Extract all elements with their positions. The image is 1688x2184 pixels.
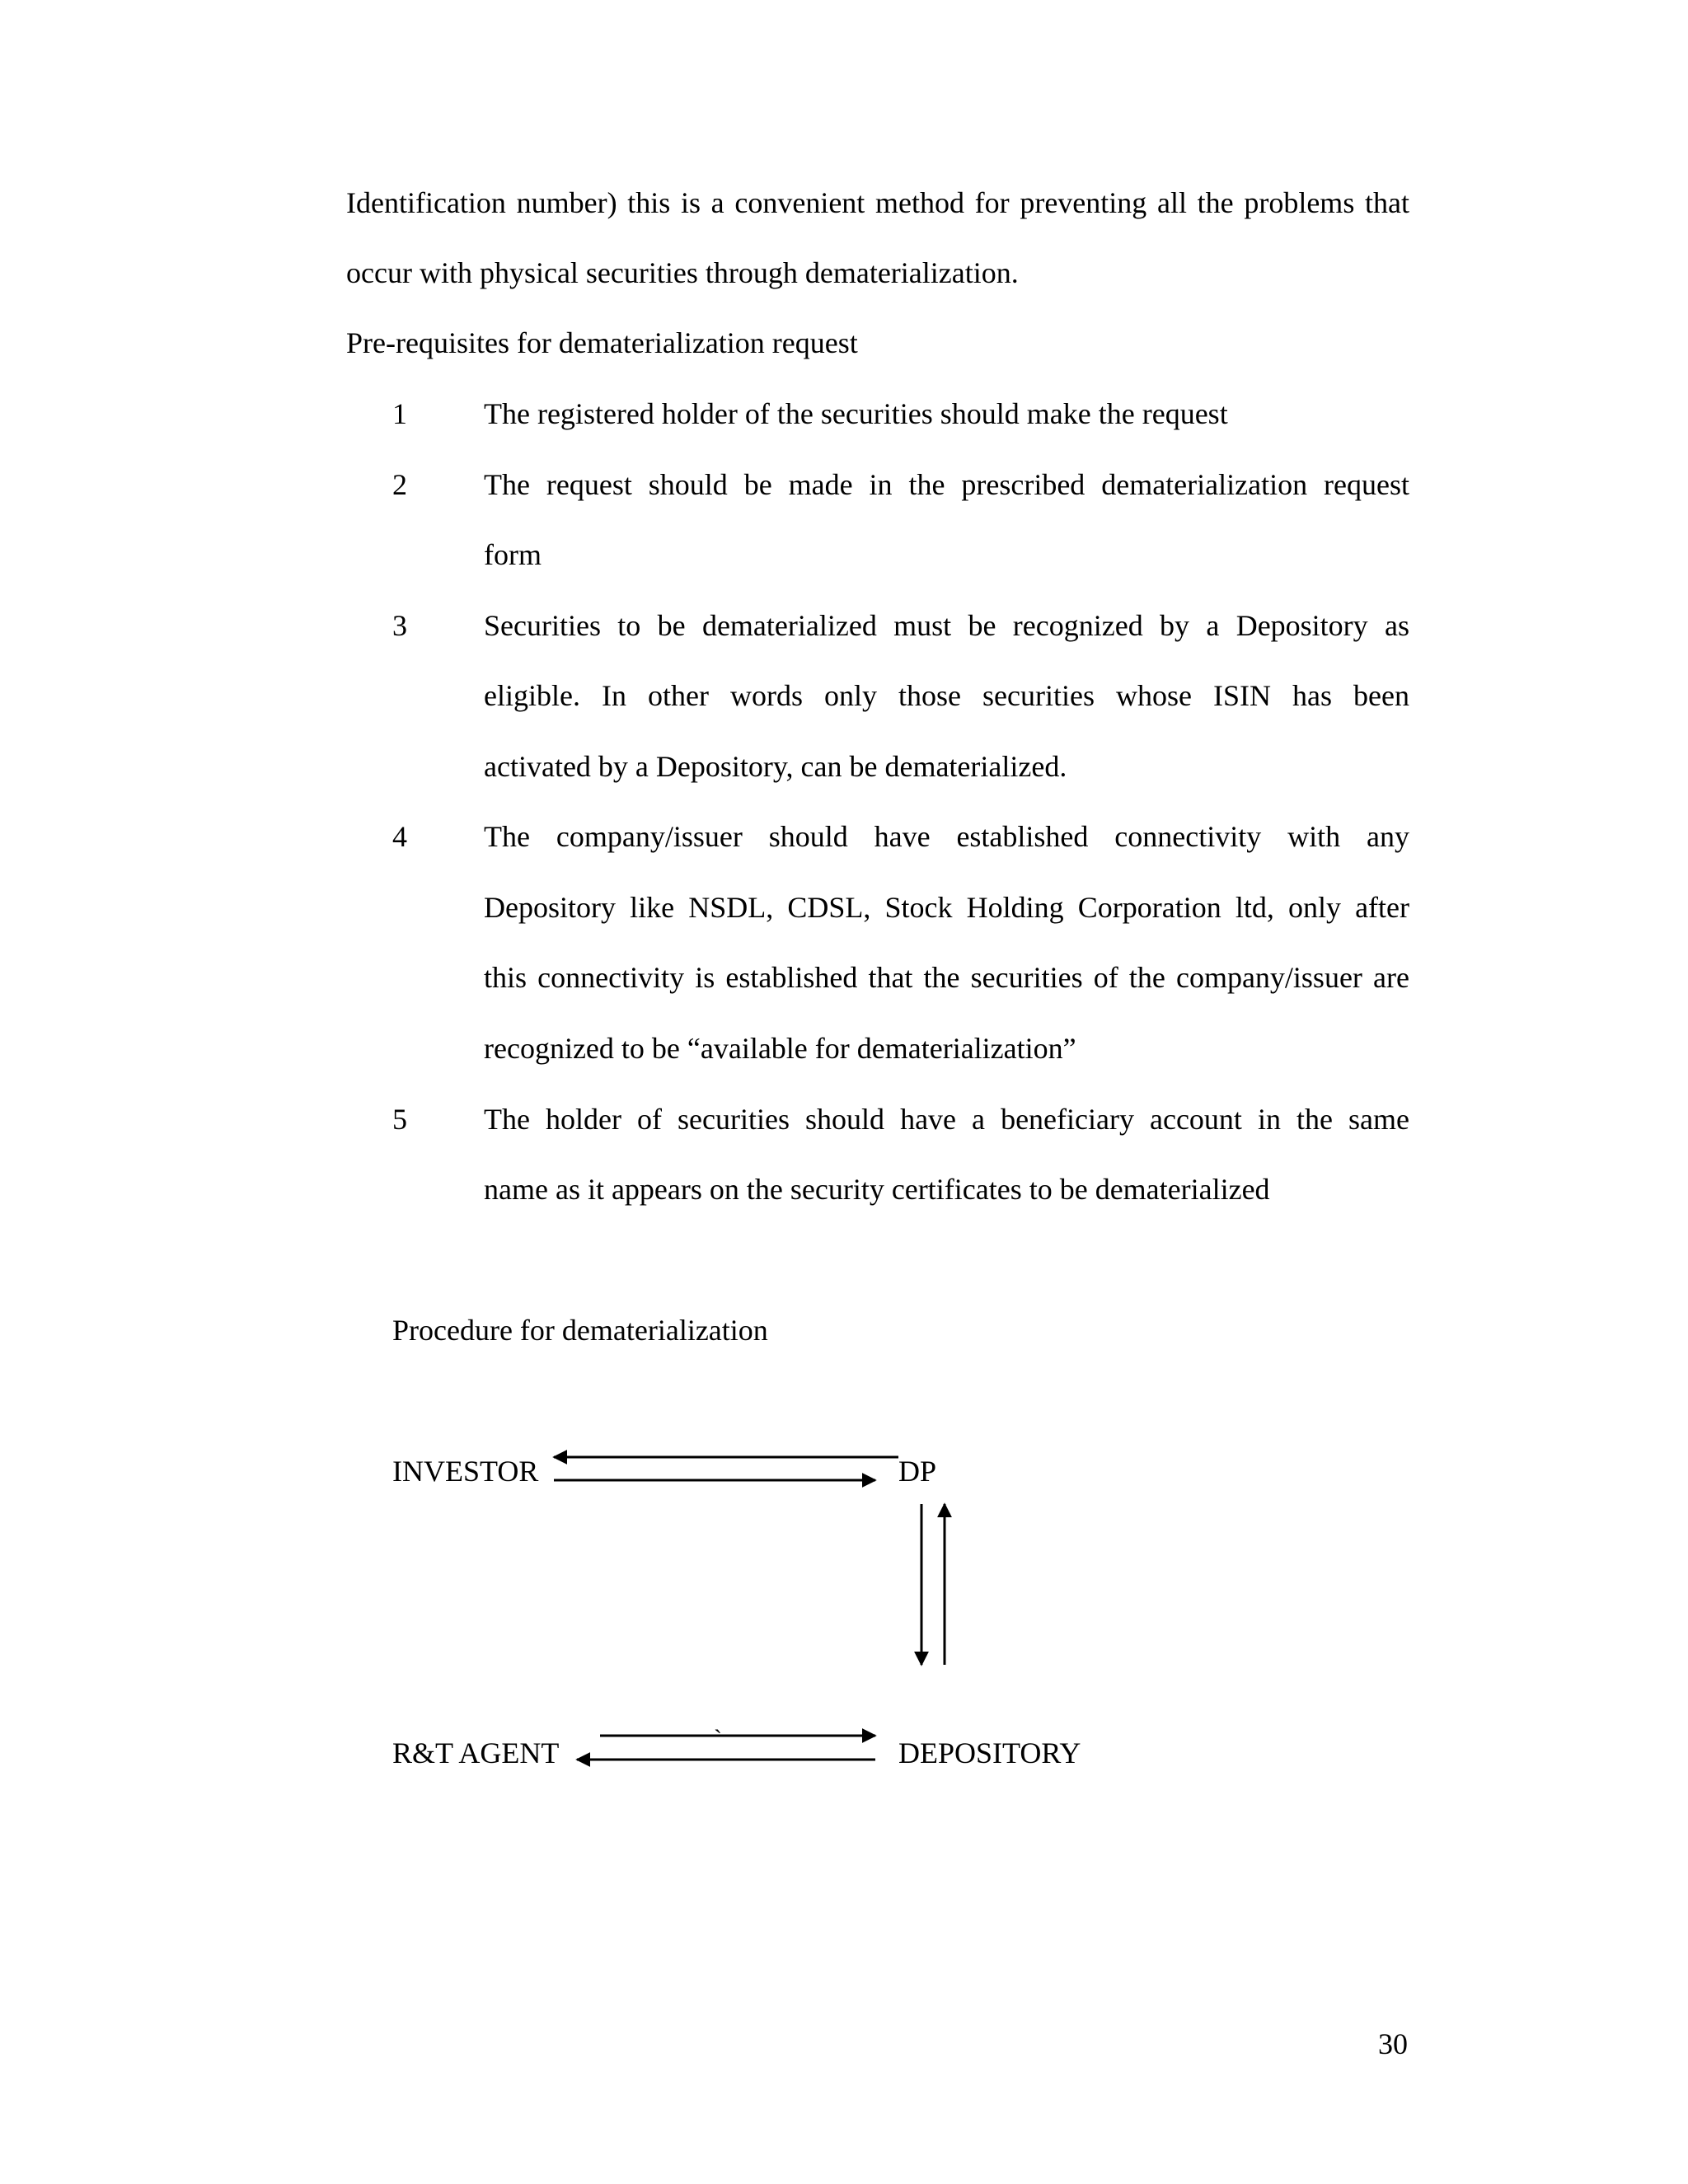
list-item-text: form (484, 538, 542, 571)
intro-line-1: Identification number) this is a convenient method for preventing all the problems that (346, 186, 1409, 219)
list-item-number: 3 (392, 609, 407, 642)
diagram-node-depository: DEPOSITORY (898, 1736, 1081, 1769)
list-item-text: eligible. In other words only those securities whose ISIN has been (484, 679, 1409, 712)
procedure-heading: Procedure for dematerialization (392, 1314, 768, 1347)
list-item-number: 5 (392, 1103, 407, 1136)
list-item-number: 2 (392, 468, 407, 501)
list-item-text: activated by a Depository, can be dematerialized. (484, 750, 1067, 783)
list-item-text: Securities to be dematerialized must be recognized by a Depository as (484, 609, 1409, 642)
list-item-text: The holder of securities should have a beneficiary account in the same (484, 1103, 1409, 1136)
list-item-text: recognized to be “available for dematerialization” (484, 1032, 1076, 1065)
list-item-number: 1 (392, 397, 407, 430)
diagram-node-dp: DP (898, 1455, 937, 1488)
stray-mark: ` (714, 1725, 722, 1752)
diagram-node-rt-agent: R&T AGENT (392, 1736, 560, 1769)
page-number: 30 (1378, 2027, 1408, 2060)
intro-line-2: occur with physical securities through dematerialization. (346, 256, 1019, 289)
list-item-text: The company/issuer should have established connectivity with any (484, 820, 1409, 853)
diagram-node-investor: INVESTOR (392, 1455, 539, 1488)
list-item-text: this connectivity is established that the securities of the company/issuer are (484, 961, 1409, 994)
list-item-text: Depository like NSDL, CDSL, Stock Holding Corporation ltd, only after (484, 891, 1409, 924)
list-item-number: 4 (392, 820, 407, 853)
list-item-text: name as it appears on the security certificates to be dematerialized (484, 1173, 1270, 1206)
list-item-text: The registered holder of the securities should make the request (484, 397, 1228, 430)
prereq-heading: Pre-requisites for dematerialization request (346, 326, 858, 359)
list-item-text: The request should be made in the prescribed dematerialization request (484, 468, 1409, 501)
